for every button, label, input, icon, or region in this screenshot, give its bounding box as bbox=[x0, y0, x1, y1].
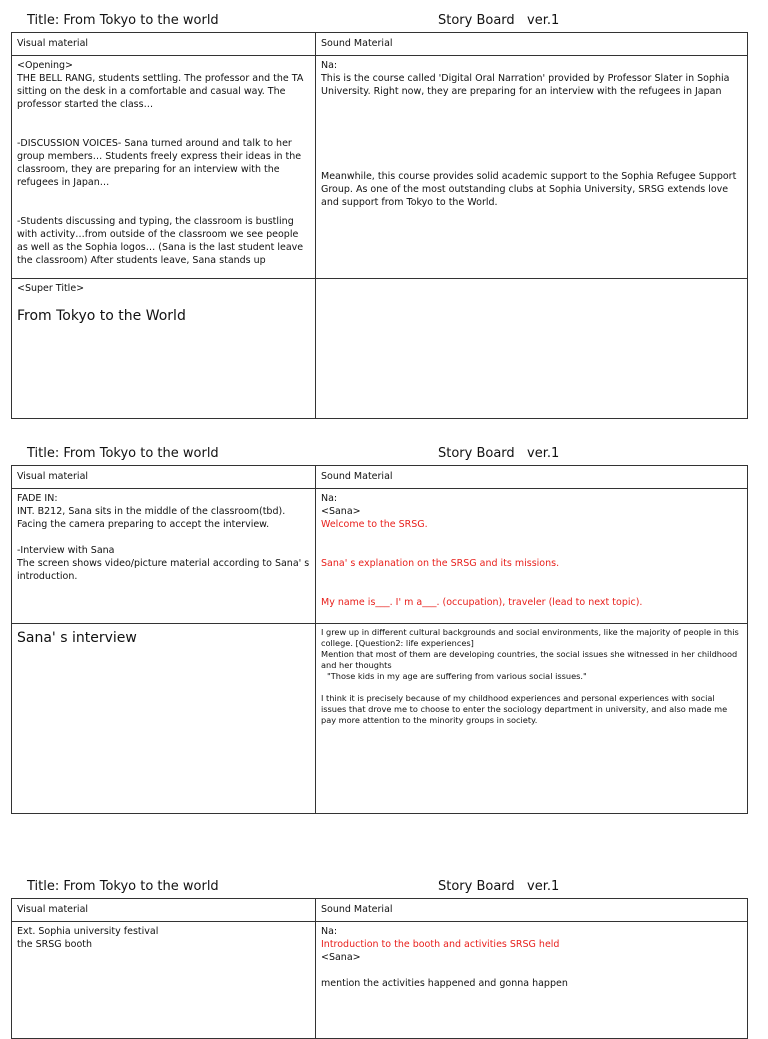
storyboard-label: Story Board bbox=[438, 446, 515, 461]
storyboard-table-3 bbox=[11, 898, 748, 1039]
storyboard-label: Story Board bbox=[438, 13, 515, 28]
dialogue-red: Sana' s explanation on the SRSG and its missions. bbox=[321, 558, 560, 569]
interview-quote: "Those kids in my age are suffering from various social issues." bbox=[327, 671, 587, 681]
interview-title-cell bbox=[12, 624, 316, 814]
sound-material-header: Sound Material bbox=[316, 33, 748, 56]
speaker-label: <Sana> bbox=[321, 506, 361, 517]
speaker-label: <Sana> bbox=[321, 952, 361, 963]
version-label: ver.1 bbox=[527, 13, 560, 28]
page-header-3 bbox=[0, 879, 768, 899]
interview-text: I grew up in different cultural backgrounds and social environments, like the majority of people in this college. [Question2: life experiences] bbox=[321, 627, 739, 648]
version-label: ver.1 bbox=[527, 446, 560, 461]
visual-cell bbox=[12, 922, 316, 1039]
storyboard-table-1 bbox=[11, 32, 748, 419]
super-title-text: From Tokyo to the World bbox=[17, 308, 186, 324]
empty-sound-cell bbox=[316, 279, 748, 419]
visual-material-header: Visual material bbox=[12, 899, 316, 922]
sound-cell bbox=[316, 922, 748, 1039]
scene-heading: <Opening> bbox=[17, 60, 73, 71]
storyboard-title: Title: From Tokyo to the world bbox=[27, 879, 219, 894]
visual-material-header: Visual material bbox=[12, 466, 316, 489]
super-title-cell bbox=[12, 279, 316, 419]
scene-description: the SRSG booth bbox=[17, 939, 93, 950]
scene-description: -Students discussing and typing, the classroom is bustling with activity…from outside of the classroom we see people as well as the Sophia logos… (Sana is the last student leave the classroom) After students leave, Sana stands up bbox=[17, 216, 304, 266]
visual-cell bbox=[12, 489, 316, 624]
narration-text: This is the course called 'Digital Oral Narration' provided by Professor Slater in Sophia University. Right now, they are preparing for an interview with the refugees in Japan bbox=[321, 73, 730, 97]
narrator-label: Na: bbox=[321, 493, 338, 504]
interview-title: Sana' s interview bbox=[17, 630, 137, 646]
super-title-label: <Super Title> bbox=[17, 283, 85, 294]
scene-heading: FADE IN: bbox=[17, 493, 58, 504]
visual-cell bbox=[12, 56, 316, 279]
dialogue-red: My name is___. I' m a___. (occupation), traveler (lead to next topic). bbox=[321, 597, 643, 608]
scene-description: -DISCUSSION VOICES- Sana turned around and talk to her group members… Students freely express their ideas in the classroom, they are preparing for an interview with the refugees in Japan… bbox=[17, 138, 302, 188]
page-header-2 bbox=[0, 446, 768, 466]
narrator-label: Na: bbox=[321, 926, 338, 937]
scene-heading: Ext. Sophia university festival bbox=[17, 926, 159, 937]
narrator-label: Na: bbox=[321, 60, 338, 71]
scene-description: The screen shows video/picture material according to Sana' s introduction. bbox=[17, 558, 310, 582]
interview-text: I think it is precisely because of my childhood experiences and personal experiences with social issues that drove me to choose to enter the sociology department in university, and also made me pay more attention to the minority groups in society. bbox=[321, 693, 728, 725]
storyboard-table-2 bbox=[11, 465, 748, 814]
scene-description: THE BELL RANG, students settling. The professor and the TA sitting on the desk in a comfortable and casual way. The professor started the class… bbox=[17, 73, 304, 110]
dialogue-red: Welcome to the SRSG. bbox=[321, 519, 428, 530]
storyboard-title: Title: From Tokyo to the world bbox=[27, 13, 219, 28]
storyboard-label: Story Board bbox=[438, 879, 515, 894]
sound-material-header: Sound Material bbox=[316, 466, 748, 489]
sound-cell bbox=[316, 56, 748, 279]
version-label: ver.1 bbox=[527, 879, 560, 894]
narration-text: Meanwhile, this course provides solid academic support to the Sophia Refugee Support Group. As one of the most outstanding clubs at Sophia University, SRSG extends love and support from Tokyo to the World. bbox=[321, 171, 737, 208]
scene-description: -Interview with Sana bbox=[17, 545, 115, 556]
sound-cell bbox=[316, 489, 748, 624]
sound-note: mention the activities happened and gonna happen bbox=[321, 978, 568, 989]
page-header-1 bbox=[0, 13, 768, 33]
interview-sound-cell bbox=[316, 624, 748, 814]
dialogue-red: Introduction to the booth and activities SRSG held bbox=[321, 939, 560, 950]
visual-material-header: Visual material bbox=[12, 33, 316, 56]
storyboard-title: Title: From Tokyo to the world bbox=[27, 446, 219, 461]
interview-text: Mention that most of them are developing countries, the social issues she witnessed in her childhood and her thoughts bbox=[321, 649, 738, 670]
scene-description: INT. B212, Sana sits in the middle of the classroom(tbd). Facing the camera preparing to accept the interview. bbox=[17, 506, 286, 530]
sound-material-header: Sound Material bbox=[316, 899, 748, 922]
